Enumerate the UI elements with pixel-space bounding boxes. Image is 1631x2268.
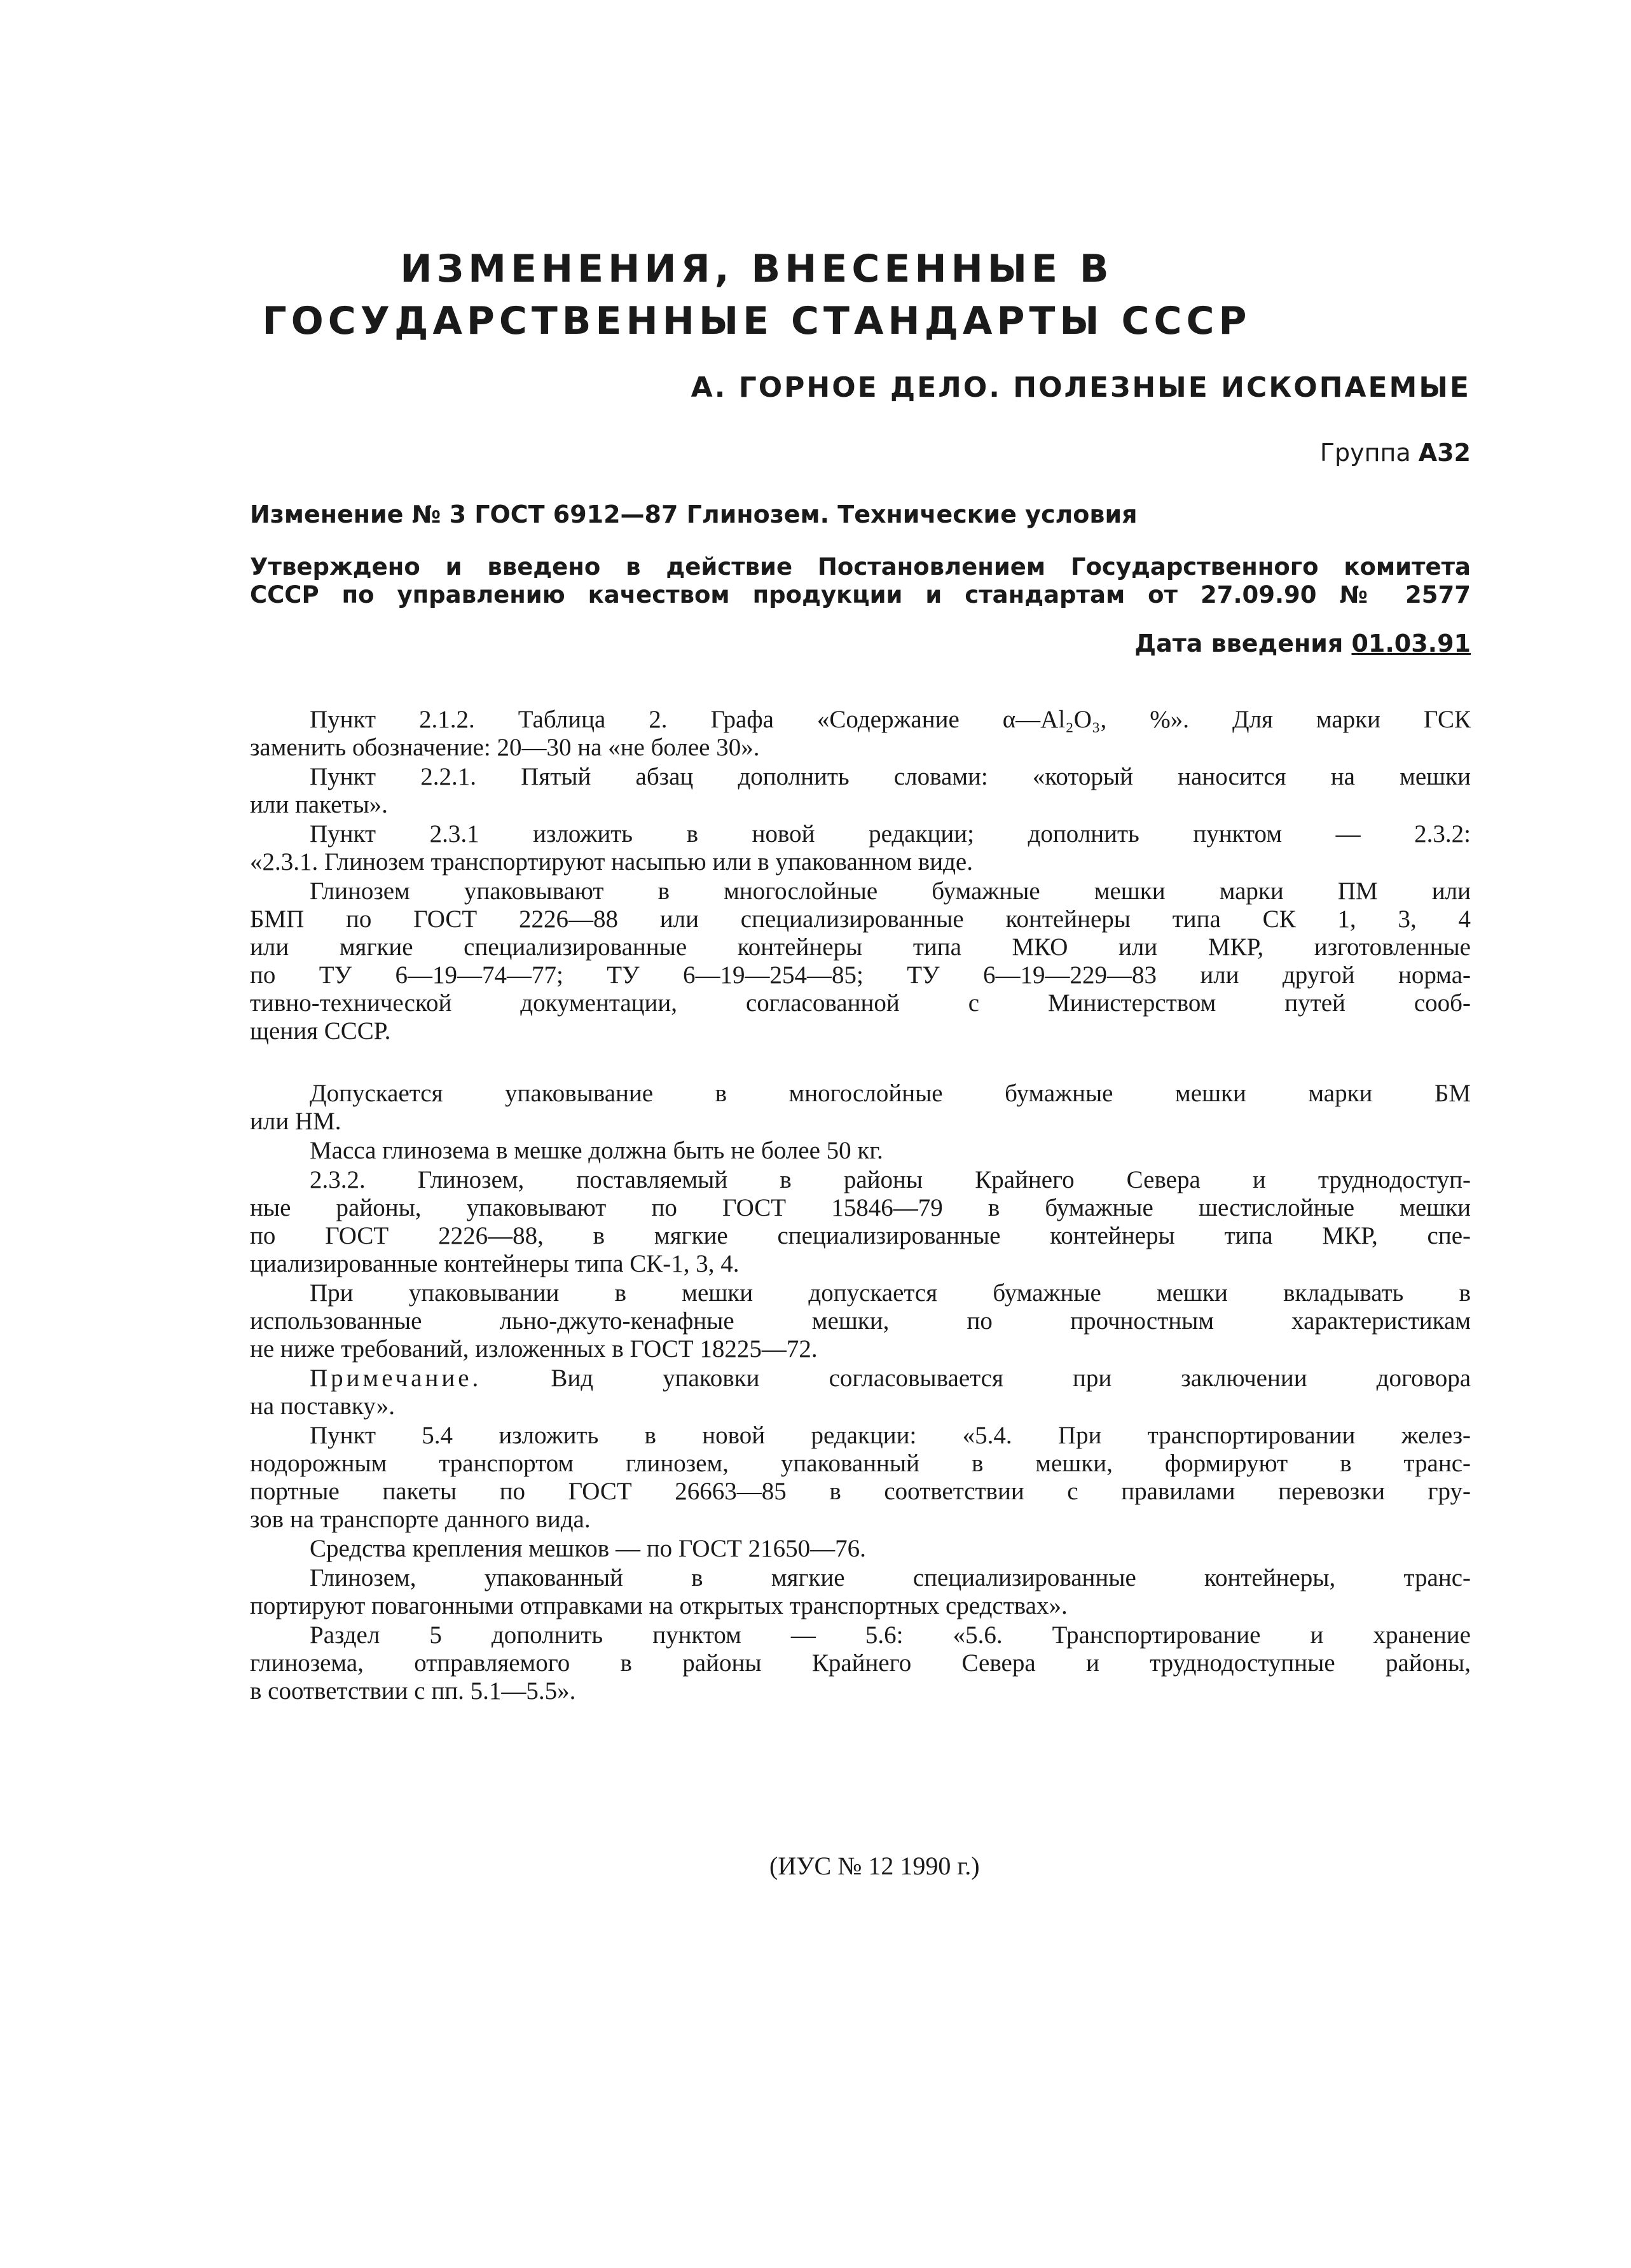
note-text: Вид упаковки согласовывается при заключении договора	[551, 1364, 1471, 1392]
body-line: Пункт 2.1.2. Таблица 2. Графа «Содержание α—Al₂O₃, %». Для марки ГСК	[310, 706, 1471, 733]
body-line: по ТУ 6—19—74—77; ТУ 6—19—254—85; ТУ 6—19—229—83 или другой норма-	[250, 961, 1471, 989]
body-line: нодорожным транспортом глинозем, упакованный в мешки, формируют в транс-	[250, 1450, 1471, 1477]
body-line: «2.3.1. Глинозем транспортируют насыпью или в упакованном виде.	[250, 848, 973, 876]
group-value: А32	[1418, 439, 1471, 467]
body-line: Пункт 5.4 изложить в новой редакции: «5.4. При транспортировании желез-	[310, 1422, 1471, 1449]
body-line: в соответствии с пп. 5.1—5.5».	[250, 1677, 576, 1705]
body-line: или НМ.	[250, 1108, 341, 1135]
body-line: не ниже требований, изложенных в ГОСТ 18225—72.	[250, 1335, 818, 1363]
document-title-line2: ГОСУДАРСТВЕННЫЕ СТАНДАРТЫ СССР	[262, 299, 1251, 343]
group-code	[1320, 441, 1471, 465]
body-line: циализированные контейнеры типа СК-1, 3, 4.	[250, 1250, 740, 1277]
body-line: Пункт 2.2.1. Пятый абзац дополнить словами: «который наносится на мешки	[310, 763, 1471, 790]
note-line	[310, 1366, 1471, 1391]
body-line: щения СССР.	[250, 1017, 391, 1045]
note-label: Примечание.	[310, 1364, 482, 1392]
body-line: При упаковывании в мешки допускается бумажные мешки вкладывать в	[310, 1279, 1471, 1307]
approval-line2: СССР по управлению качеством продукции и стандартам от 27.09.90 № 2577	[250, 581, 1471, 608]
body-line: Средства крепления мешков — по ГОСТ 21650—76.	[310, 1535, 866, 1562]
body-line: зов на транспорте данного вида.	[250, 1506, 591, 1533]
body-line: Допускается упаковывание в многослойные бумажные мешки марки БМ	[310, 1080, 1471, 1107]
body-line: Раздел 5 дополнить пунктом — 5.6: «5.6. Транспортирование и хранение	[310, 1621, 1471, 1649]
body-line: глинозема, отправляемого в районы Крайнего Севера и труднодоступные районы,	[250, 1649, 1471, 1677]
body-line: по ГОСТ 2226—88, в мягкие специализированные контейнеры типа МКР, спе-	[250, 1222, 1471, 1249]
amendment-title: Изменение № 3 ГОСТ 6912—87 Глинозем. Технические условия	[250, 500, 1138, 528]
document-title-line1: ИЗМЕНЕНИЯ, ВНЕСЕННЫЕ В	[400, 247, 1113, 291]
body-line: Пункт 2.3.1 изложить в новой редакции; дополнить пунктом — 2.3.2:	[310, 820, 1471, 848]
body-line: или мягкие специализированные контейнеры типа МКО или МКР, изготовленные	[250, 933, 1471, 961]
body-line: портируют повагонными отправками на открытых транспортных средствах».	[250, 1592, 1068, 1619]
body-line: на поставку».	[250, 1392, 395, 1420]
section-heading: А. ГОРНОЕ ДЕЛО. ПОЛЕЗНЫЕ ИСКОПАЕМЫЕ	[691, 371, 1471, 404]
body-line: БМП по ГОСТ 2226—88 или специализированные контейнеры типа СК 1, 3, 4	[250, 905, 1471, 933]
body-line: заменить обозначение: 20—30 на «не более 30».	[250, 734, 760, 761]
effective-date	[1134, 631, 1471, 656]
source-reference: (ИУС № 12 1990 г.)	[769, 1852, 980, 1880]
date-value: 01.03.91	[1351, 629, 1471, 657]
body-line: ные районы, упаковывают по ГОСТ 15846—79 в бумажные шестислойные мешки	[250, 1194, 1471, 1221]
body-line: портные пакеты по ГОСТ 26663—85 в соответствии с правилами перевозки гру-	[250, 1478, 1471, 1505]
group-label: Группа	[1319, 439, 1411, 467]
date-label: Дата введения	[1134, 629, 1344, 657]
body-line: Масса глинозема в мешке должна быть не более 50 кг.	[310, 1137, 883, 1164]
body-line: Глинозем упаковывают в многослойные бумажные мешки марки ПМ или	[310, 877, 1471, 905]
body-line: 2.3.2. Глинозем, поставляемый в районы Крайнего Севера и труднодоступ-	[310, 1166, 1471, 1193]
body-line: или пакеты».	[250, 791, 388, 818]
body-line: Глинозем, упакованный в мягкие специализированные контейнеры, транс-	[310, 1564, 1471, 1591]
approval-line1: Утверждено и введено в действие Постановлением Государственного комитета	[250, 553, 1471, 581]
body-line: использованные льно-джуто-кенафные мешки, по прочностным характеристикам	[250, 1307, 1471, 1335]
body-line: тивно-технической документации, согласованной с Министерством путей сооб-	[250, 989, 1471, 1017]
